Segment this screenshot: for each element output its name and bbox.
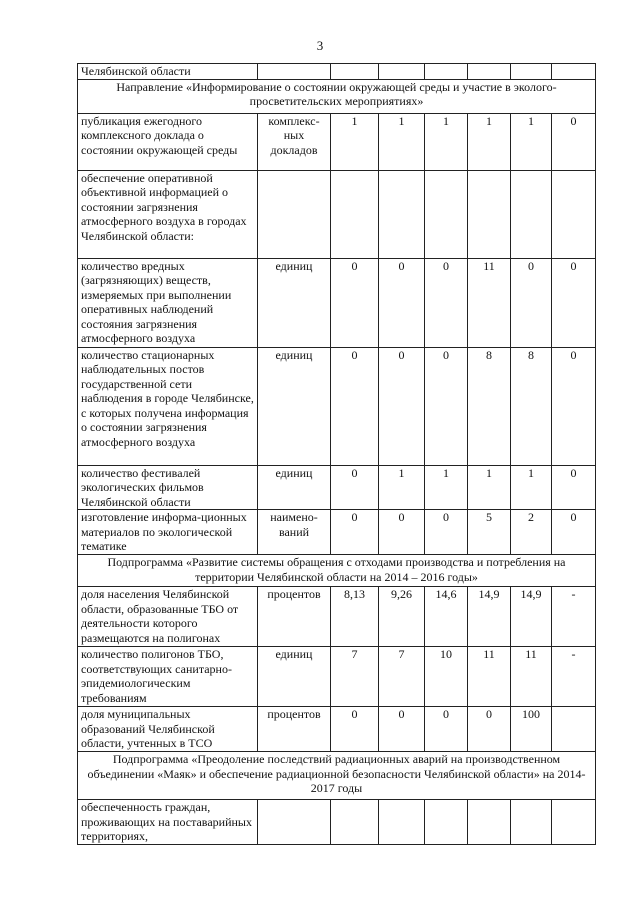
section-header-row xyxy=(78,79,596,113)
unit-cell: процентов xyxy=(258,707,331,752)
indicator-label: Челябинской области xyxy=(78,64,258,80)
value-cell: 1 xyxy=(468,465,511,510)
value-cell: 1 xyxy=(511,465,552,510)
indicator-label: количество стационарных наблюдательных постов государственной сети наблюдения в городе Челябинске, с которых получена информация о состоянии загрязнения атмосферного воздуха xyxy=(78,347,258,465)
unit-cell: комплекс-ных докладов xyxy=(258,113,331,170)
value-cell xyxy=(425,170,468,258)
section-header-row xyxy=(78,555,596,587)
value-cell xyxy=(468,170,511,258)
table-row xyxy=(78,587,596,647)
value-cell: 0 xyxy=(511,258,552,347)
unit-cell xyxy=(258,64,331,80)
value-cell: 1 xyxy=(468,113,511,170)
value-cell: 9,26 xyxy=(379,587,425,647)
value-cell: 14,6 xyxy=(425,587,468,647)
value-cell: 0 xyxy=(552,510,596,555)
value-cell: 7 xyxy=(331,647,379,707)
value-cell: 11 xyxy=(468,258,511,347)
indicator-label: обеспечение оперативной объективной информацией о состоянии загрязнения атмосферного воздуха в городах Челябинской области: xyxy=(78,170,258,258)
unit-cell: единиц xyxy=(258,258,331,347)
value-cell: 8 xyxy=(511,347,552,465)
value-cell: 5 xyxy=(468,510,511,555)
unit-cell: единиц xyxy=(258,647,331,707)
value-cell: 0 xyxy=(331,510,379,555)
value-cell: 1 xyxy=(331,113,379,170)
value-cell: 14,9 xyxy=(468,587,511,647)
value-cell xyxy=(511,64,552,80)
value-cell: 0 xyxy=(552,113,596,170)
value-cell xyxy=(468,800,511,845)
value-cell: 14,9 xyxy=(511,587,552,647)
unit-cell xyxy=(258,170,331,258)
value-cell xyxy=(511,170,552,258)
table-row xyxy=(78,170,596,258)
table-row xyxy=(78,258,596,347)
value-cell xyxy=(379,64,425,80)
value-cell: 0 xyxy=(331,258,379,347)
indicator-label: количество полигонов ТБО, соответствующих санитарно-эпидемиологическим требованиям xyxy=(78,647,258,707)
value-cell xyxy=(331,64,379,80)
value-cell xyxy=(379,170,425,258)
value-cell: 1 xyxy=(379,465,425,510)
value-cell: 11 xyxy=(511,647,552,707)
section-title: Подпрограмма «Преодоление последствий радиационных аварий на производственном объединении «Маяк» и обеспечение радиационной безопасности Челябинской области» на 2014-2017 годы xyxy=(78,752,596,800)
value-cell: 11 xyxy=(468,647,511,707)
indicator-label: количество фестивалей экологических фильмов Челябинской области xyxy=(78,465,258,510)
value-cell: 0 xyxy=(425,707,468,752)
indicator-label: изготовление информа-ционных материалов по экологической тематике xyxy=(78,510,258,555)
value-cell: 0 xyxy=(552,258,596,347)
unit-cell: наимено-ваний xyxy=(258,510,331,555)
value-cell xyxy=(468,64,511,80)
value-cell: 0 xyxy=(425,347,468,465)
value-cell: 0 xyxy=(379,347,425,465)
indicator-table xyxy=(77,63,596,845)
value-cell: 0 xyxy=(379,258,425,347)
value-cell xyxy=(331,800,379,845)
value-cell: 10 xyxy=(425,647,468,707)
value-cell xyxy=(552,64,596,80)
value-cell: 0 xyxy=(552,465,596,510)
indicator-label: доля муниципальных образований Челябинской области, учтенных в ТСО xyxy=(78,707,258,752)
value-cell: 1 xyxy=(425,113,468,170)
value-cell xyxy=(425,64,468,80)
indicator-label: доля населения Челябинской области, образованные ТБО от деятельности которого размещаются на полигонах xyxy=(78,587,258,647)
unit-cell: единиц xyxy=(258,465,331,510)
value-cell xyxy=(511,800,552,845)
table-row xyxy=(78,347,596,465)
table-row xyxy=(78,647,596,707)
value-cell: - xyxy=(552,647,596,707)
value-cell xyxy=(552,170,596,258)
value-cell: 0 xyxy=(379,510,425,555)
value-cell: 100 xyxy=(511,707,552,752)
unit-cell xyxy=(258,800,331,845)
value-cell: 8 xyxy=(468,347,511,465)
value-cell: 7 xyxy=(379,647,425,707)
value-cell: 2 xyxy=(511,510,552,555)
table-row xyxy=(78,800,596,845)
value-cell xyxy=(552,800,596,845)
section-title: Подпрограмма «Развитие системы обращения с отходами производства и потребления на территории Челябинской области на 2014 – 2016 годы» xyxy=(78,555,596,587)
indicator-label: обеспеченность граждан, проживающих на поставарийных территориях, xyxy=(78,800,258,845)
value-cell: 0 xyxy=(425,258,468,347)
value-cell xyxy=(552,707,596,752)
value-cell: 0 xyxy=(331,347,379,465)
value-cell xyxy=(331,170,379,258)
section-title: Направление «Информирование о состоянии окружающей среды и участие в эколого-просветительских мероприятиях» xyxy=(78,79,596,113)
value-cell: 0 xyxy=(552,347,596,465)
value-cell: 8,13 xyxy=(331,587,379,647)
value-cell: 0 xyxy=(331,465,379,510)
value-cell: 0 xyxy=(331,707,379,752)
value-cell: 1 xyxy=(511,113,552,170)
table-row xyxy=(78,465,596,510)
table-row xyxy=(78,113,596,170)
value-cell xyxy=(379,800,425,845)
page-number: 3 xyxy=(316,38,324,53)
value-cell: - xyxy=(552,587,596,647)
table-row xyxy=(78,64,596,80)
indicator-label: количество вредных (загрязняющих) веществ, измеряемых при выполнении оперативных наблюдений состояния загрязнения атмосферного воздуха xyxy=(78,258,258,347)
value-cell xyxy=(425,800,468,845)
table-row xyxy=(78,510,596,555)
section-header-row xyxy=(78,752,596,800)
value-cell: 0 xyxy=(468,707,511,752)
value-cell: 1 xyxy=(379,113,425,170)
value-cell: 0 xyxy=(379,707,425,752)
indicator-label: публикация ежегодного комплексного доклада о состоянии окружающей среды xyxy=(78,113,258,170)
unit-cell: процентов xyxy=(258,587,331,647)
table-row xyxy=(78,707,596,752)
value-cell: 1 xyxy=(425,465,468,510)
value-cell: 0 xyxy=(425,510,468,555)
unit-cell: единиц xyxy=(258,347,331,465)
